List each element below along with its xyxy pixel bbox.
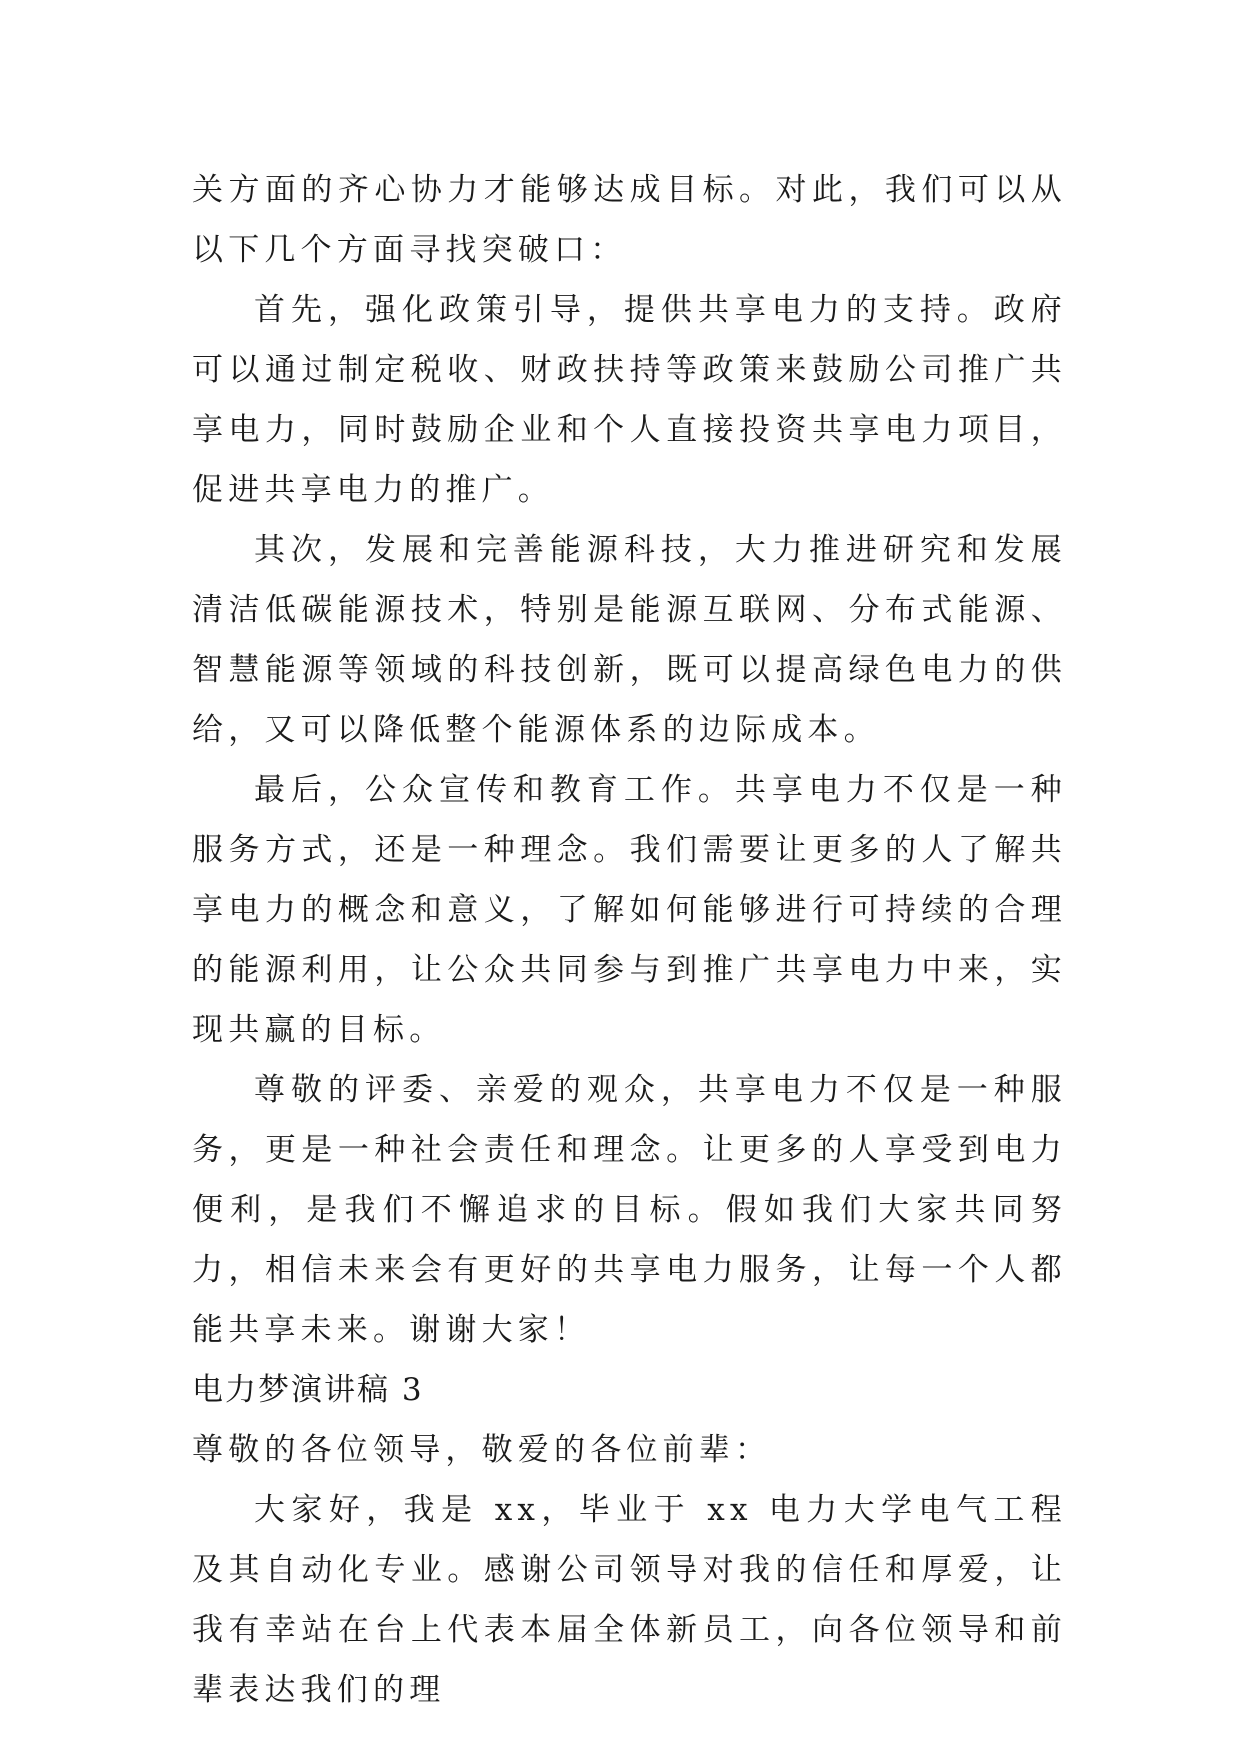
paragraph-education: 最后，公众宣传和教育工作。共享电力不仅是一种服务方式，还是一种理念。我们需要让更多的人了解共享电力的概念和意义，了解如何能够进行可持续的合理的能源利用，让公众共同参与到推广共享电力中来，实现共赢的目标。 xyxy=(192,772,1067,1048)
paragraph-continuation: 关方面的齐心协力才能够达成目标。对此，我们可以从以下几个方面寻找突破口： xyxy=(192,172,1067,268)
section-title: 电力梦演讲稿 3 xyxy=(192,1372,424,1408)
paragraph-introduction: 大家好，我是 xx，毕业于 xx 电力大学电气工程及其自动化专业。感谢公司领导对我的信任和厚爱，让我有幸站在台上代表本届全体新员工，向各位领导和前辈表达我们的理 xyxy=(192,1492,1067,1708)
document-body xyxy=(192,160,1067,1720)
paragraph-policy: 首先，强化政策引导，提供共享电力的支持。政府可以通过制定税收、财政扶持等政策来鼓励公司推广共享电力，同时鼓励企业和个人直接投资共享电力项目，促进共享电力的推广。 xyxy=(192,292,1067,508)
paragraph-technology: 其次，发展和完善能源科技，大力推进研究和发展清洁低碳能源技术，特别是能源互联网、分布式能源、智慧能源等领域的科技创新，既可以提高绿色电力的供给，又可以降低整个能源体系的边际成本。 xyxy=(192,532,1067,748)
salutation: 尊敬的各位领导，敬爱的各位前辈： xyxy=(192,1432,772,1468)
paragraph-conclusion: 尊敬的评委、亲爱的观众，共享电力不仅是一种服务，更是一种社会责任和理念。让更多的人享受到电力便利，是我们不懈追求的目标。假如我们大家共同努力，相信未来会有更好的共享电力服务，让每一个人都能共享未来。谢谢大家！ xyxy=(192,1072,1067,1348)
